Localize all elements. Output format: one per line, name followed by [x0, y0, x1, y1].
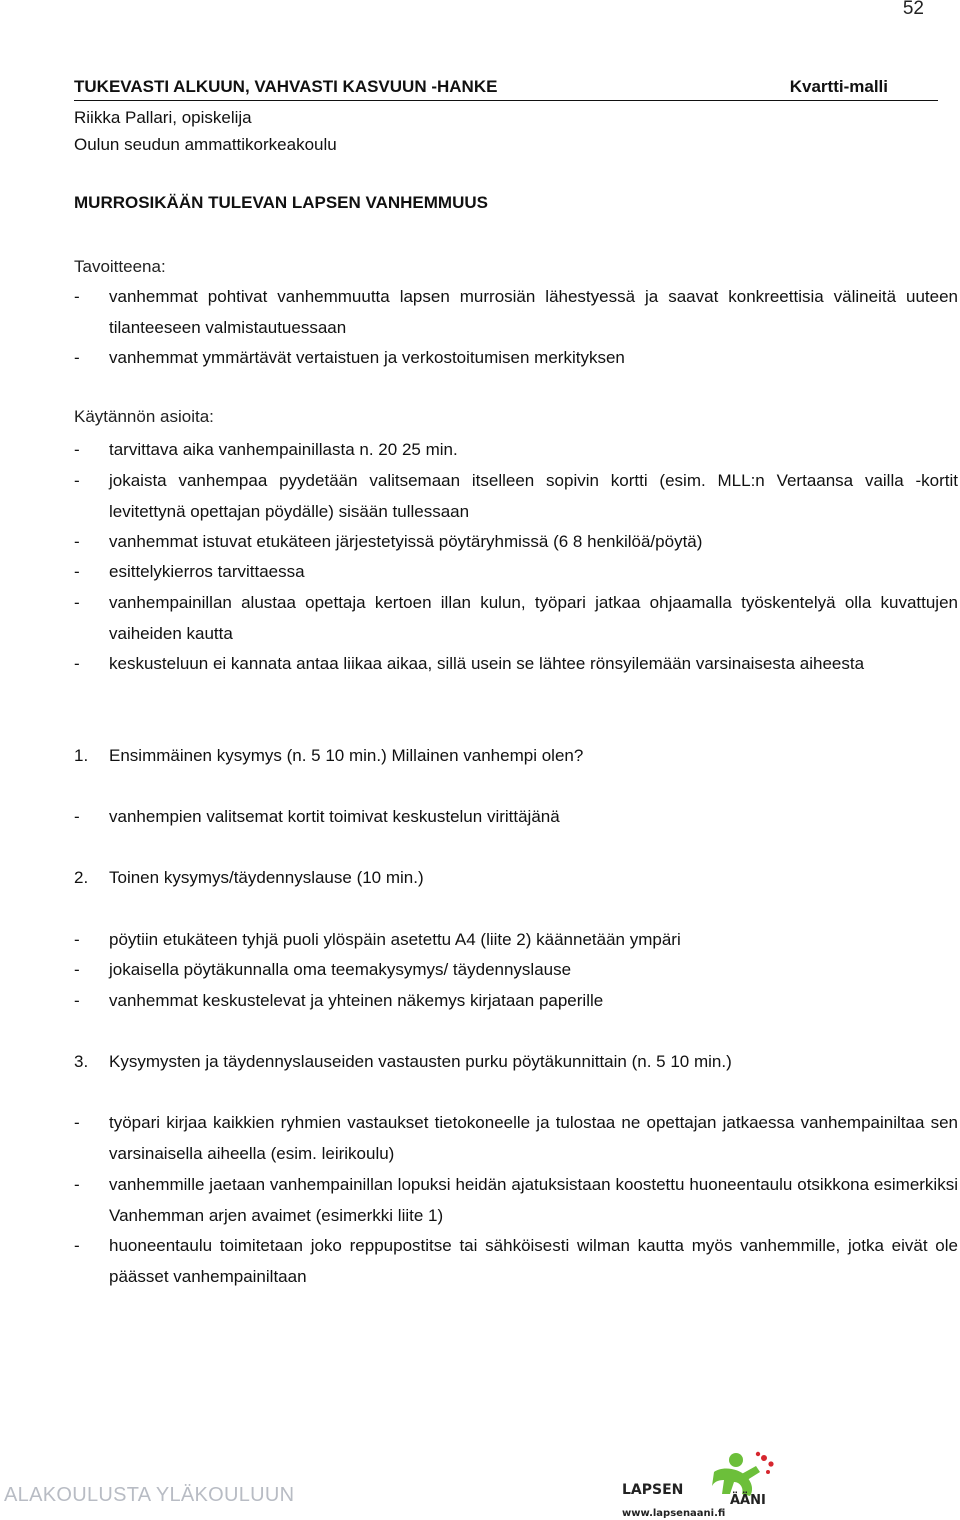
logo-word-lapsen: LAPSEN: [622, 1482, 684, 1498]
step-number: 2.: [74, 868, 89, 887]
list-item: [74, 282, 958, 343]
list-item: [74, 649, 958, 680]
practical-text: tarvittava aika vanhempainillasta n. 20 25 min.: [109, 440, 458, 459]
step1-text: vanhempien valitsemat kortit toimivat keskustelun virittäjänä: [109, 807, 560, 826]
logo-dot-icon: [766, 1470, 770, 1474]
project-title: TUKEVASTI ALKUUN, VAHVASTI KASVUUN -HANKE: [74, 77, 498, 96]
bullet-dash: -: [74, 287, 80, 306]
list-item: [74, 527, 958, 558]
step-number: 3.: [74, 1052, 89, 1071]
page-number: 52: [902, 0, 924, 19]
bullet-dash: -: [74, 930, 80, 949]
list-item: [74, 925, 958, 956]
bullet-dash: -: [74, 654, 80, 673]
bullet-dash: -: [74, 562, 80, 581]
logo-dot-icon: [768, 1461, 773, 1466]
list-item: [74, 343, 958, 374]
bullet-dash: -: [74, 1236, 80, 1255]
practical-text: vanhempainillan alustaa opettaja kertoen illan kulun, työpari jatkaa ohjaamalla työskentelyä olla kuvattujen vaiheiden kautta: [109, 593, 958, 643]
step-number: 1.: [74, 746, 89, 765]
step-heading: [74, 741, 958, 772]
lapsen-aani-logo: [618, 1450, 778, 1520]
section-title: MURROSIKÄÄN TULEVAN LAPSEN VANHEMMUUS: [74, 193, 488, 212]
logo-dot-icon: [761, 1455, 767, 1461]
step3-text: huoneentaulu toimitetaan joko reppupostitse tai sähköisesti wilman kautta myös vanhemmille, jotka eivät ole päässet vanhempainiltaan: [109, 1236, 958, 1286]
logo-figure-head: [729, 1453, 743, 1467]
bullet-dash: -: [74, 991, 80, 1010]
practical-text: jokaista vanhempaa pyydetään valitsemaan itselleen sopivin kortti (esim. MLL:n Vertaansa vailla -kortit levitettynä opettajan pöydälle) sisään tullessaan: [109, 471, 958, 521]
step2-text: vanhemmat keskustelevat ja yhteinen näkemys kirjataan paperille: [109, 991, 604, 1010]
step2-text: pöytiin etukäteen tyhjä puoli ylöspäin asetettu A4 (liite 2) käännetään ympäri: [109, 930, 681, 949]
footer-text: ALAKOULUSTA YLÄKOULUUN: [4, 1484, 295, 1506]
goals-heading: Tavoitteena:: [74, 257, 166, 276]
step-heading: [74, 863, 958, 894]
goal-text: vanhemmat ymmärtävät vertaistuen ja verkostoitumisen merkityksen: [109, 348, 625, 367]
model-title: Kvartti-malli: [789, 77, 888, 96]
list-item: [74, 1108, 958, 1169]
list-item: [74, 1231, 958, 1292]
school-line: Oulun seudun ammattikorkeakoulu: [74, 135, 337, 154]
logo-url: www.lapsenaani.fi: [622, 1508, 726, 1519]
list-item: [74, 466, 958, 527]
bullet-dash: -: [74, 807, 80, 826]
step-heading: [74, 1047, 958, 1078]
list-item: [74, 955, 958, 986]
list-item: [74, 557, 958, 588]
practical-text: esittelykierros tarvittaessa: [109, 562, 305, 581]
step-title: Kysymysten ja täydennyslauseiden vastausten purku pöytäkunnittain (n. 5 10 min.): [109, 1052, 732, 1071]
step-title: Ensimmäinen kysymys (n. 5 10 min.) Millainen vanhempi olen?: [109, 746, 584, 765]
bullet-dash: -: [74, 1175, 80, 1194]
bullet-dash: -: [74, 471, 80, 490]
logo-dot-icon: [756, 1452, 760, 1456]
list-item: [74, 435, 958, 466]
list-item: [74, 588, 958, 649]
list-item: [74, 1170, 958, 1231]
goal-text: vanhemmat pohtivat vanhemmuutta lapsen murrosiän lähestyessä ja saavat konkreettisia välineitä uuteen tilanteeseen valmistautuessaan: [109, 287, 958, 337]
step-title: Toinen kysymys/täydennyslause (10 min.): [109, 868, 424, 887]
step3-text: vanhemmille jaetaan vanhempainillan lopuksi heidän ajatuksistaan koostettu huoneentaulu otsikkona esimerkiksi Vanhemman arjen avaimet (esimerkki liite 1): [109, 1175, 958, 1225]
list-item: [74, 802, 958, 833]
bullet-dash: -: [74, 440, 80, 459]
list-item: [74, 986, 958, 1017]
practical-heading: Käytännön asioita:: [74, 407, 214, 426]
bullet-dash: -: [74, 348, 80, 367]
logo-word-aani: ÄÄNI: [730, 1493, 766, 1508]
step2-text: jokaisella pöytäkunnalla oma teemakysymys/ täydennyslause: [109, 960, 572, 979]
author-line: Riikka Pallari, opiskelija: [74, 108, 252, 127]
step3-text: työpari kirjaa kaikkien ryhmien vastaukset tietokoneelle ja tulostaa ne opettajan jatkaessa vanhempainiltaa sen varsinaisella aiheella (esim. leirikoulu): [109, 1113, 958, 1163]
practical-text: vanhemmat istuvat etukäteen järjestetyissä pöytäryhmissä (6 8 henkilöä/pöytä): [109, 532, 703, 551]
bullet-dash: -: [74, 593, 80, 612]
practical-text: keskusteluun ei kannata antaa liikaa aikaa, sillä usein se lähtee rönsyilemään varsinaisesta aiheesta: [109, 654, 865, 673]
bullet-dash: -: [74, 1113, 80, 1132]
bullet-dash: -: [74, 532, 80, 551]
bullet-dash: -: [74, 960, 80, 979]
header-rule: [74, 100, 938, 101]
